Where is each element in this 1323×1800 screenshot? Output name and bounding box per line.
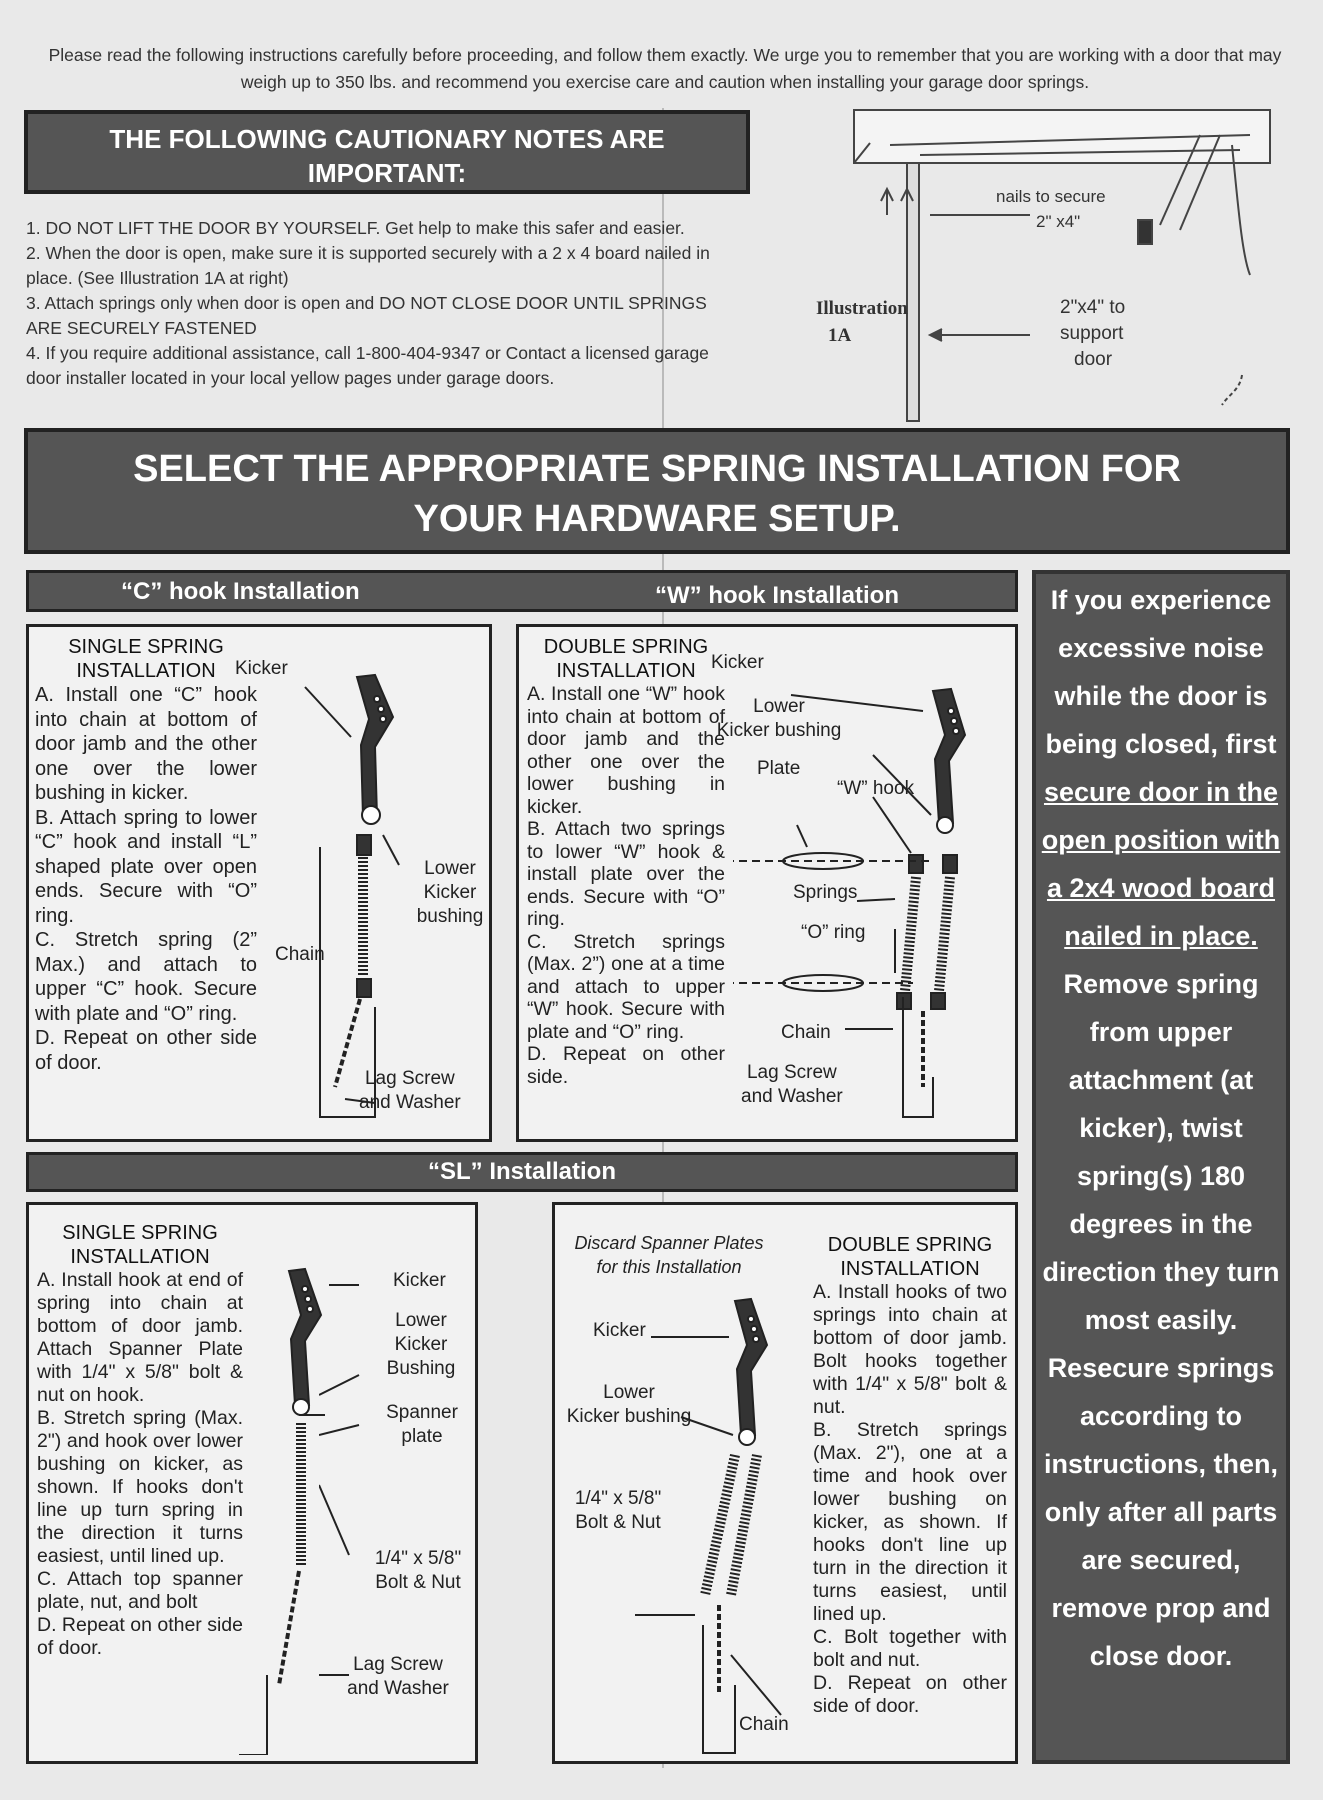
intro-text: Please read the following instructions carefully before proceeding, and follow them exactly. We urge you to remember that you are working with a door that may weigh up to 350 lbs. and recommend you exercise care and caution when installing your garage door springs. xyxy=(48,45,1282,92)
label-line: Lower xyxy=(395,1310,447,1331)
support-label-3: door xyxy=(1074,349,1113,370)
sl-double-panel xyxy=(552,1202,1018,1764)
w-hook-title: “W” hook Installation xyxy=(655,582,899,609)
label-line: Kicker xyxy=(423,882,477,903)
nails-label-1: nails to secure xyxy=(996,187,1106,206)
instruction-step: D. Repeat on other side of door. xyxy=(35,1027,257,1074)
illustration-1a xyxy=(770,105,1310,425)
caution-banner xyxy=(24,110,750,194)
instruction-step: C. Attach top spanner plate, nut, and bolt xyxy=(37,1568,243,1613)
sl-single-arrows xyxy=(319,1275,379,1715)
panel-title: INSTALLATION xyxy=(70,1246,210,1268)
instruction-step: D. Repeat on other side of door. xyxy=(37,1614,243,1659)
select-banner xyxy=(24,428,1290,554)
instruction-step: A. Install hooks of two springs into chain at bottom of door jamb. Bolt hooks together with 1/4" x 5/8" bolt & nut. xyxy=(813,1281,1007,1418)
select-banner-line2: YOUR HARDWARE SETUP. xyxy=(413,498,901,540)
lower-kicker-bushing-label xyxy=(709,695,849,743)
instruction-step: A. Install one “W” hook into chain at bottom of door jamb and the other one over the lower bushing in kicker. xyxy=(527,683,725,818)
bolt-nut-label xyxy=(563,1487,673,1535)
nails-label-2: 2" x4" xyxy=(1036,212,1081,231)
sl-single-panel xyxy=(26,1202,478,1764)
instruction-list xyxy=(527,683,725,1088)
instruction-step: C. Bolt together with bolt and nut. xyxy=(813,1626,1007,1671)
chain-label: Chain xyxy=(275,944,325,965)
panel-title: INSTALLATION xyxy=(76,660,216,682)
label-line: Kicker bushing xyxy=(716,720,842,741)
select-banner-line1: SELECT THE APPROPRIATE SPRING INSTALLATION FOR xyxy=(133,448,1181,490)
lag-screw-label xyxy=(359,1067,461,1115)
bolt-nut-label xyxy=(363,1547,473,1595)
instruction-step: C. Stretch springs (Max. 2”) one at a time and attach to upper “W” hook. Secure with plate and “O” ring. xyxy=(527,930,725,1043)
garage-ceiling-drawing xyxy=(854,110,1270,421)
sl-title: “SL” Installation xyxy=(427,1158,616,1185)
lower-kicker-bushing-label xyxy=(405,857,495,929)
caution-title-line2: IMPORTANT: xyxy=(307,158,467,188)
label-line: Bushing xyxy=(386,1358,456,1379)
kicker-label: Kicker xyxy=(593,1320,646,1341)
label-line: bushing xyxy=(416,906,484,927)
w-hook-label: “W” hook xyxy=(837,778,915,799)
label-line: Lag Screw xyxy=(353,1654,443,1675)
hook-installation-banner xyxy=(26,570,1018,612)
caution-note: 3. Attach springs only when door is open and DO NOT CLOSE DOOR UNTIL SPRINGS ARE SECURELY FASTENED xyxy=(26,293,707,338)
instruction-step: A. Install one “C” hook into chain at bottom of door jamb and the other one over the lower bushing in kicker. xyxy=(35,684,257,804)
label-line: Lower xyxy=(753,696,805,717)
label-line: Kicker bushing xyxy=(566,1406,692,1427)
label-line: Lower xyxy=(424,858,476,879)
sl-installation-banner xyxy=(26,1152,1018,1192)
o-ring-label: “O” ring xyxy=(801,922,866,943)
illustration-title: Illustration xyxy=(816,298,908,319)
instruction-step: C. Stretch spring (2” Max.) and attach to upper “C” hook. Secure with plate and “O” ring. xyxy=(35,929,257,1025)
sidebar-text-intro: If you experience excessive noise while the door is being closed, first xyxy=(1045,585,1277,759)
lower-kicker-bushing-label xyxy=(559,1381,699,1429)
support-label-1: 2"x4" to xyxy=(1060,297,1126,318)
discard-note xyxy=(559,1231,779,1279)
caution-note: 2. When the door is open, make sure it is supported securely with a 2 x 4 board nailed in place. (See Illustration 1A at right) xyxy=(26,243,710,288)
label-line: plate xyxy=(401,1426,443,1447)
lag-screw-label xyxy=(741,1061,843,1109)
panel-title: INSTALLATION xyxy=(556,660,696,682)
label-line: Lag Screw xyxy=(746,1062,837,1083)
instruction-list xyxy=(37,1269,243,1660)
panel-title: SINGLE SPRING xyxy=(62,1222,218,1244)
label-line: 1/4" x 5/8" xyxy=(374,1548,462,1569)
caution-note: 4. If you require additional assistance, call 1-800-404-9347 or Contact a licensed garage door installer located in your local yellow pages under garage doors. xyxy=(26,343,709,388)
kicker-label: Kicker xyxy=(393,1270,446,1291)
illustration-number: 1A xyxy=(828,325,852,346)
instruction-step: B. Stretch spring (Max. 2") and hook over lower bushing on kicker, as shown. If hooks don't line up turn spring in the direction it turns easiest, until lined up. xyxy=(37,1407,243,1567)
caution-notes xyxy=(26,216,746,391)
sidebar-text-instructions: Remove spring from upper attachment (at kicker), twist spring(s) 180 degrees in the direction they turn most easily. Resecure springs according to instructions, then, only after all parts are secured, remove prop and close door. xyxy=(1042,969,1280,1671)
springs-label: Springs xyxy=(793,882,858,903)
instruction-step: D. Repeat on other side. xyxy=(527,1043,725,1088)
c-hook-panel xyxy=(26,624,492,1142)
label-line: Spanner xyxy=(386,1402,458,1423)
sidebar-secure-door-note: secure door in the open position with a 2x4 wood board nailed in place. xyxy=(1041,777,1281,951)
panel-title: DOUBLE SPRING xyxy=(827,1234,993,1256)
instruction-step: A. Install hook at end of spring into chain at bottom of door jamb. Attach Spanner Plate with 1/4" x 5/8" bolt & nut on hook. xyxy=(37,1269,243,1406)
kicker-label: Kicker xyxy=(235,658,288,679)
lower-kicker-bushing-label xyxy=(381,1309,461,1381)
label-line: and Washer xyxy=(741,1086,843,1107)
instruction-step: B. Stretch springs (Max. 2"), one at a time and hook over lower bushing on kicker, as shown. If hooks don't line up turn in the direction it turns easiest, until lined up. xyxy=(813,1419,1007,1625)
label-line: Bolt & Nut xyxy=(575,1512,661,1533)
lag-screw-label xyxy=(333,1653,463,1701)
label-line: and Washer xyxy=(359,1092,461,1113)
label-line: Lower xyxy=(603,1382,655,1403)
instruction-list xyxy=(35,683,257,1075)
label-line: for this Installation xyxy=(596,1257,742,1277)
instruction-step: B. Attach spring to lower “C” hook and install “L” shaped plate over open ends. Secure with “O” ring. xyxy=(35,806,257,927)
chain-label: Chain xyxy=(739,1714,789,1735)
panel-title: DOUBLE SPRING xyxy=(543,636,709,658)
caution-note: 1. DO NOT LIFT THE DOOR BY YOURSELF. Get help to make this safer and easier. xyxy=(26,218,685,238)
panel-title: INSTALLATION xyxy=(840,1258,980,1280)
w-hook-panel xyxy=(516,624,1018,1142)
label-line: Lag Screw xyxy=(364,1068,455,1089)
chain-label: Chain xyxy=(781,1022,831,1043)
label-line: 1/4" x 5/8" xyxy=(574,1488,662,1509)
label-line: Bolt & Nut xyxy=(375,1572,461,1593)
spanner-plate-label xyxy=(377,1401,467,1449)
caution-title-line1: THE FOLLOWING CAUTIONARY NOTES ARE xyxy=(109,124,665,154)
support-label-2: support xyxy=(1060,323,1124,344)
instruction-list xyxy=(813,1281,1007,1718)
plate-label: Plate xyxy=(757,758,801,779)
instruction-step: D. Repeat on other side of door. xyxy=(813,1672,1007,1717)
label-line: Kicker xyxy=(394,1334,448,1355)
kicker-label: Kicker xyxy=(711,652,764,673)
label-line: and Washer xyxy=(347,1678,449,1699)
label-line: Discard Spanner Plates xyxy=(574,1233,764,1253)
noise-tip-sidebar xyxy=(1032,570,1290,1764)
c-hook-title: “C” hook Installation xyxy=(121,578,360,605)
panel-title: SINGLE SPRING xyxy=(68,636,224,658)
instruction-step: B. Attach two springs to lower “W” hook & install plate over the ends. Secure with “O” ring. xyxy=(527,818,725,930)
